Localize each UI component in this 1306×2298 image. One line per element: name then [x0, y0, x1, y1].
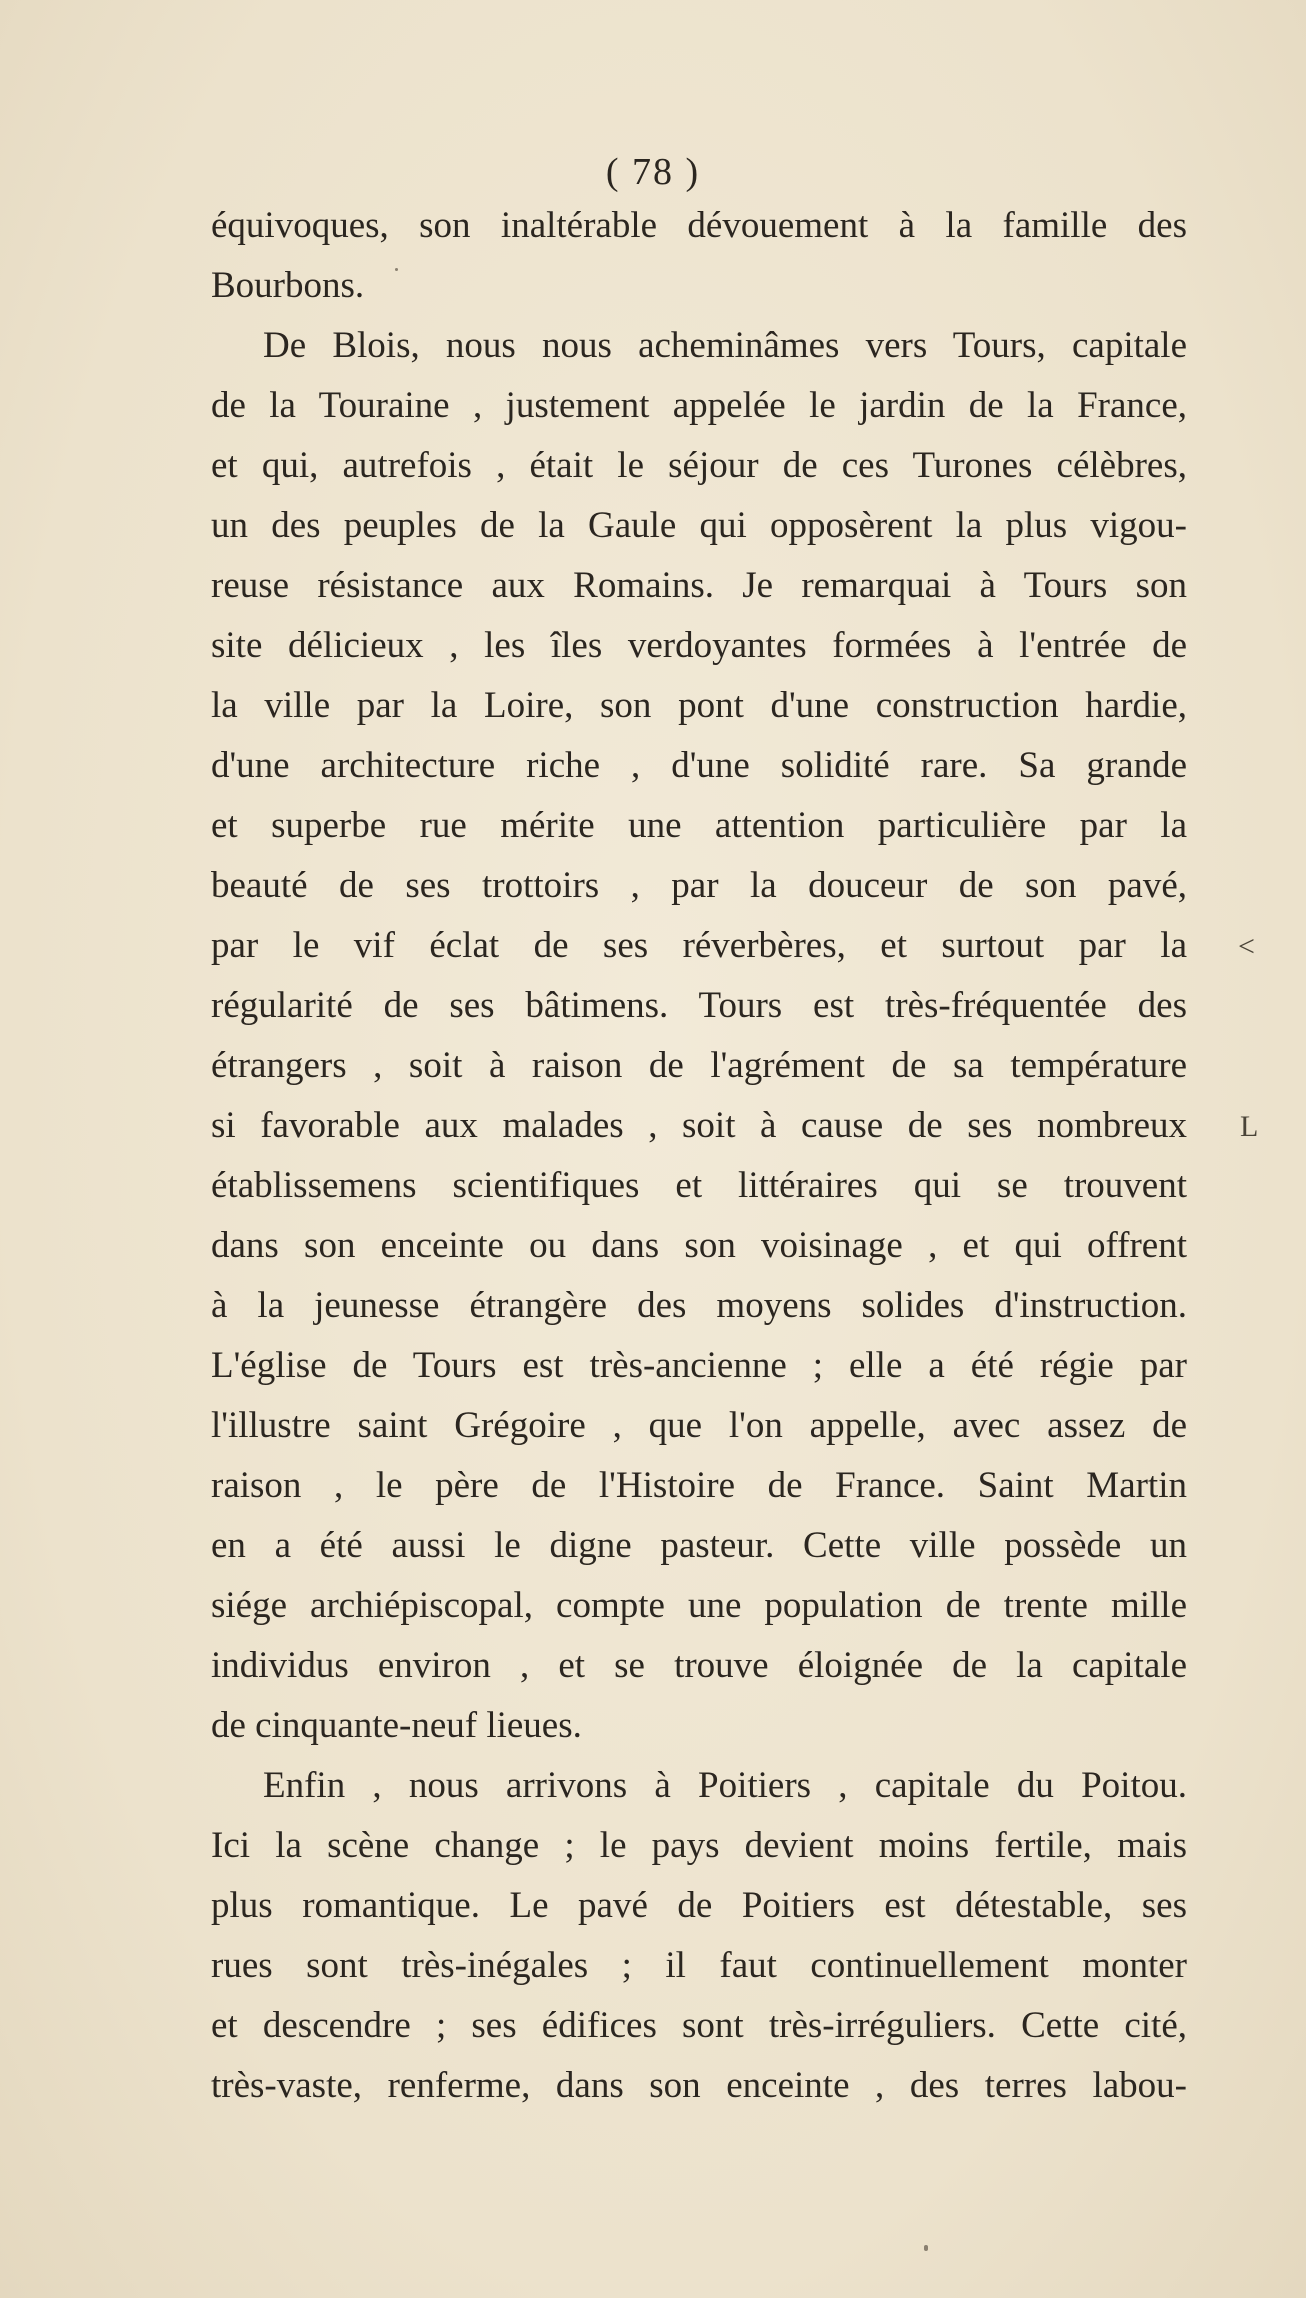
text-line-27: Enfin , nous arrivons à Poitiers , capitale du Poitou.	[263, 1765, 1187, 1806]
paper-speck	[924, 2245, 928, 2251]
text-line-20: L'église de Tours est très-ancienne ; elle a été régie par	[211, 1345, 1187, 1386]
text-line-16: si favorable aux malades , soit à cause de ses nombreux	[211, 1105, 1187, 1146]
text-line-4: de la Touraine , justement appelée le jardin de la France,	[211, 385, 1187, 426]
text-line-2: Bourbons.	[211, 265, 365, 306]
text-line-19: à la jeunesse étrangère des moyens solides d'instruction.	[211, 1285, 1187, 1326]
margin-annotation-2: L	[1240, 1110, 1259, 1143]
text-line-12: beauté de ses trottoirs , par la douceur de son pavé,	[211, 865, 1187, 906]
text-line-25: individus environ , et se trouve éloignée de la capitale	[211, 1645, 1187, 1686]
text-line-11: et superbe rue mérite une attention particulière par la	[211, 805, 1187, 846]
text-line-13: par le vif éclat de ses réverbères, et surtout par la	[211, 925, 1187, 966]
text-line-5: et qui, autrefois , était le séjour de ces Turones célèbres,	[211, 445, 1187, 486]
text-line-6: un des peuples de la Gaule qui opposèrent la plus vigou-	[211, 505, 1187, 546]
text-line-10: d'une architecture riche , d'une solidité rare. Sa grande	[211, 745, 1187, 786]
text-line-22: raison , le père de l'Histoire de France. Saint Martin	[211, 1465, 1187, 1506]
text-line-26: de cinquante-neuf lieues.	[211, 1705, 582, 1746]
page-number: ( 78 )	[605, 151, 701, 193]
text-line-24: siége archiépiscopal, compte une population de trente mille	[211, 1585, 1187, 1626]
text-line-7: reuse résistance aux Romains. Je remarquai à Tours son	[211, 565, 1187, 606]
text-line-29: plus romantique. Le pavé de Poitiers est détestable, ses	[211, 1885, 1187, 1926]
text-line-32: très-vaste, renferme, dans son enceinte , des terres labou-	[211, 2065, 1187, 2106]
text-line-21: l'illustre saint Grégoire , que l'on appelle, avec assez de	[211, 1405, 1187, 1446]
text-line-28: Ici la scène change ; le pays devient moins fertile, mais	[211, 1825, 1187, 1866]
text-line-1: équivoques, son inaltérable dévouement à la famille des	[211, 205, 1187, 246]
text-line-9: la ville par la Loire, son pont d'une construction hardie,	[211, 685, 1187, 726]
text-line-31: et descendre ; ses édifices sont très-irréguliers. Cette cité,	[211, 2005, 1187, 2046]
text-line-17: établissemens scientifiques et littéraires qui se trouvent	[211, 1165, 1187, 1206]
body-text	[211, 196, 1187, 2116]
text-line-23: en a été aussi le digne pasteur. Cette ville possède un	[211, 1525, 1187, 1566]
text-line-14: régularité de ses bâtimens. Tours est très-fréquentée des	[211, 985, 1187, 1026]
text-line-15: étrangers , soit à raison de l'agrément de sa température	[211, 1045, 1187, 1086]
text-line-3: De Blois, nous nous acheminâmes vers Tours, capitale	[263, 325, 1187, 366]
text-line-18: dans son enceinte ou dans son voisinage , et qui offrent	[211, 1225, 1187, 1266]
margin-annotation-1: <	[1238, 930, 1255, 963]
text-line-8: site délicieux , les îles verdoyantes formées à l'entrée de	[211, 625, 1187, 666]
paper-speck	[395, 268, 398, 271]
text-line-30: rues sont très-inégales ; il faut continuellement monter	[211, 1945, 1187, 1986]
